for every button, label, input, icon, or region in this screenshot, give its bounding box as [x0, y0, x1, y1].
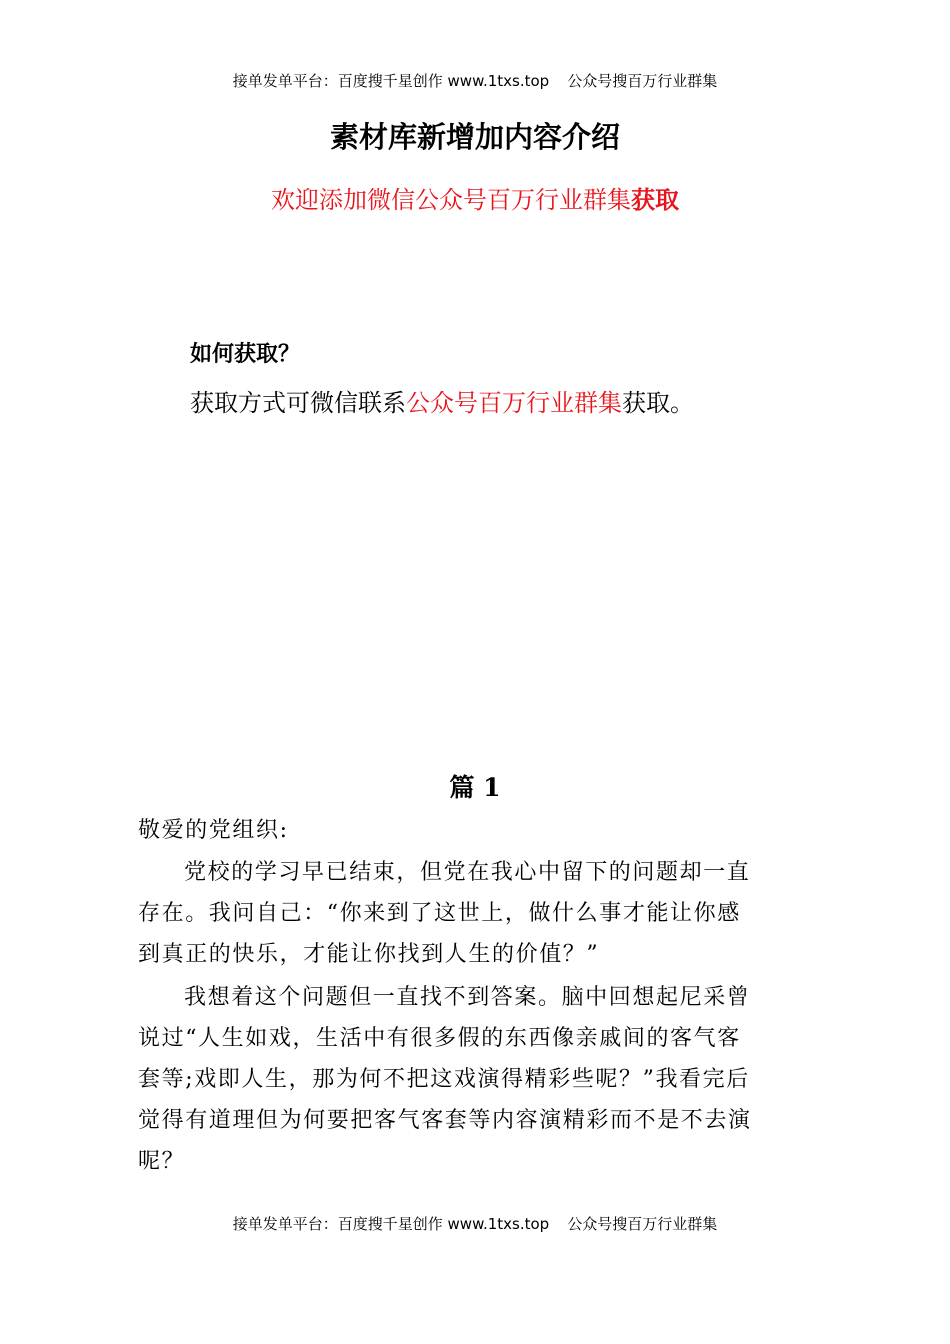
footer-platform-text: 接单发单平台：百度搜千星创作 www.1txs.top: [232, 1215, 550, 1233]
how-to-get-heading: 如何获取？: [190, 342, 301, 367]
how-to-get-highlight: 公众号百万行业群集: [406, 389, 622, 417]
subtitle-text: 欢迎添加微信公众号百万行业群集: [271, 186, 631, 214]
article-salutation: 敬爱的党组织:: [138, 818, 289, 843]
how-to-get-text: [190, 386, 694, 420]
subtitle: [0, 183, 950, 217]
how-to-get-prefix: 获取方式可微信联系: [190, 389, 406, 417]
article-line: 觉得有道理但为何要把客气客套等内容演精彩而不是不去演: [138, 1108, 752, 1133]
page-footer: [0, 1214, 950, 1234]
header-platform-text: 接单发单平台：百度搜千星创作 www.1txs.top: [232, 72, 550, 90]
article-title: 篇 1: [449, 773, 501, 802]
header-wechat-text: 公众号搜百万行业群集: [567, 72, 718, 90]
page-header: [0, 71, 950, 91]
page-title: 素材库新增加内容介绍: [329, 120, 620, 154]
article-line: 套等;戏即人生，那为何不把这戏演得精彩些呢？”我看完后: [138, 1067, 750, 1092]
subtitle-emphasis: 获取: [631, 186, 679, 214]
article-line: 存在。我问自己：“你来到了这世上，做什么事才能让你感: [138, 901, 741, 926]
article-line: 党校的学习早已结束，但党在我心中留下的问题却一直: [184, 860, 751, 885]
article-line: 到真正的快乐，才能让你找到人生的价值？”: [138, 942, 600, 967]
article-line: 我想着这个问题但一直找不到答案。脑中回想起尼采曾: [184, 985, 751, 1010]
article-line: 说过“人生如戏，生活中有很多假的东西像亲戚间的客气客: [138, 1026, 741, 1051]
article-line: 呢？: [138, 1149, 186, 1174]
footer-wechat-text: 公众号搜百万行业群集: [567, 1215, 718, 1233]
how-to-get-suffix: 获取。: [622, 389, 694, 417]
